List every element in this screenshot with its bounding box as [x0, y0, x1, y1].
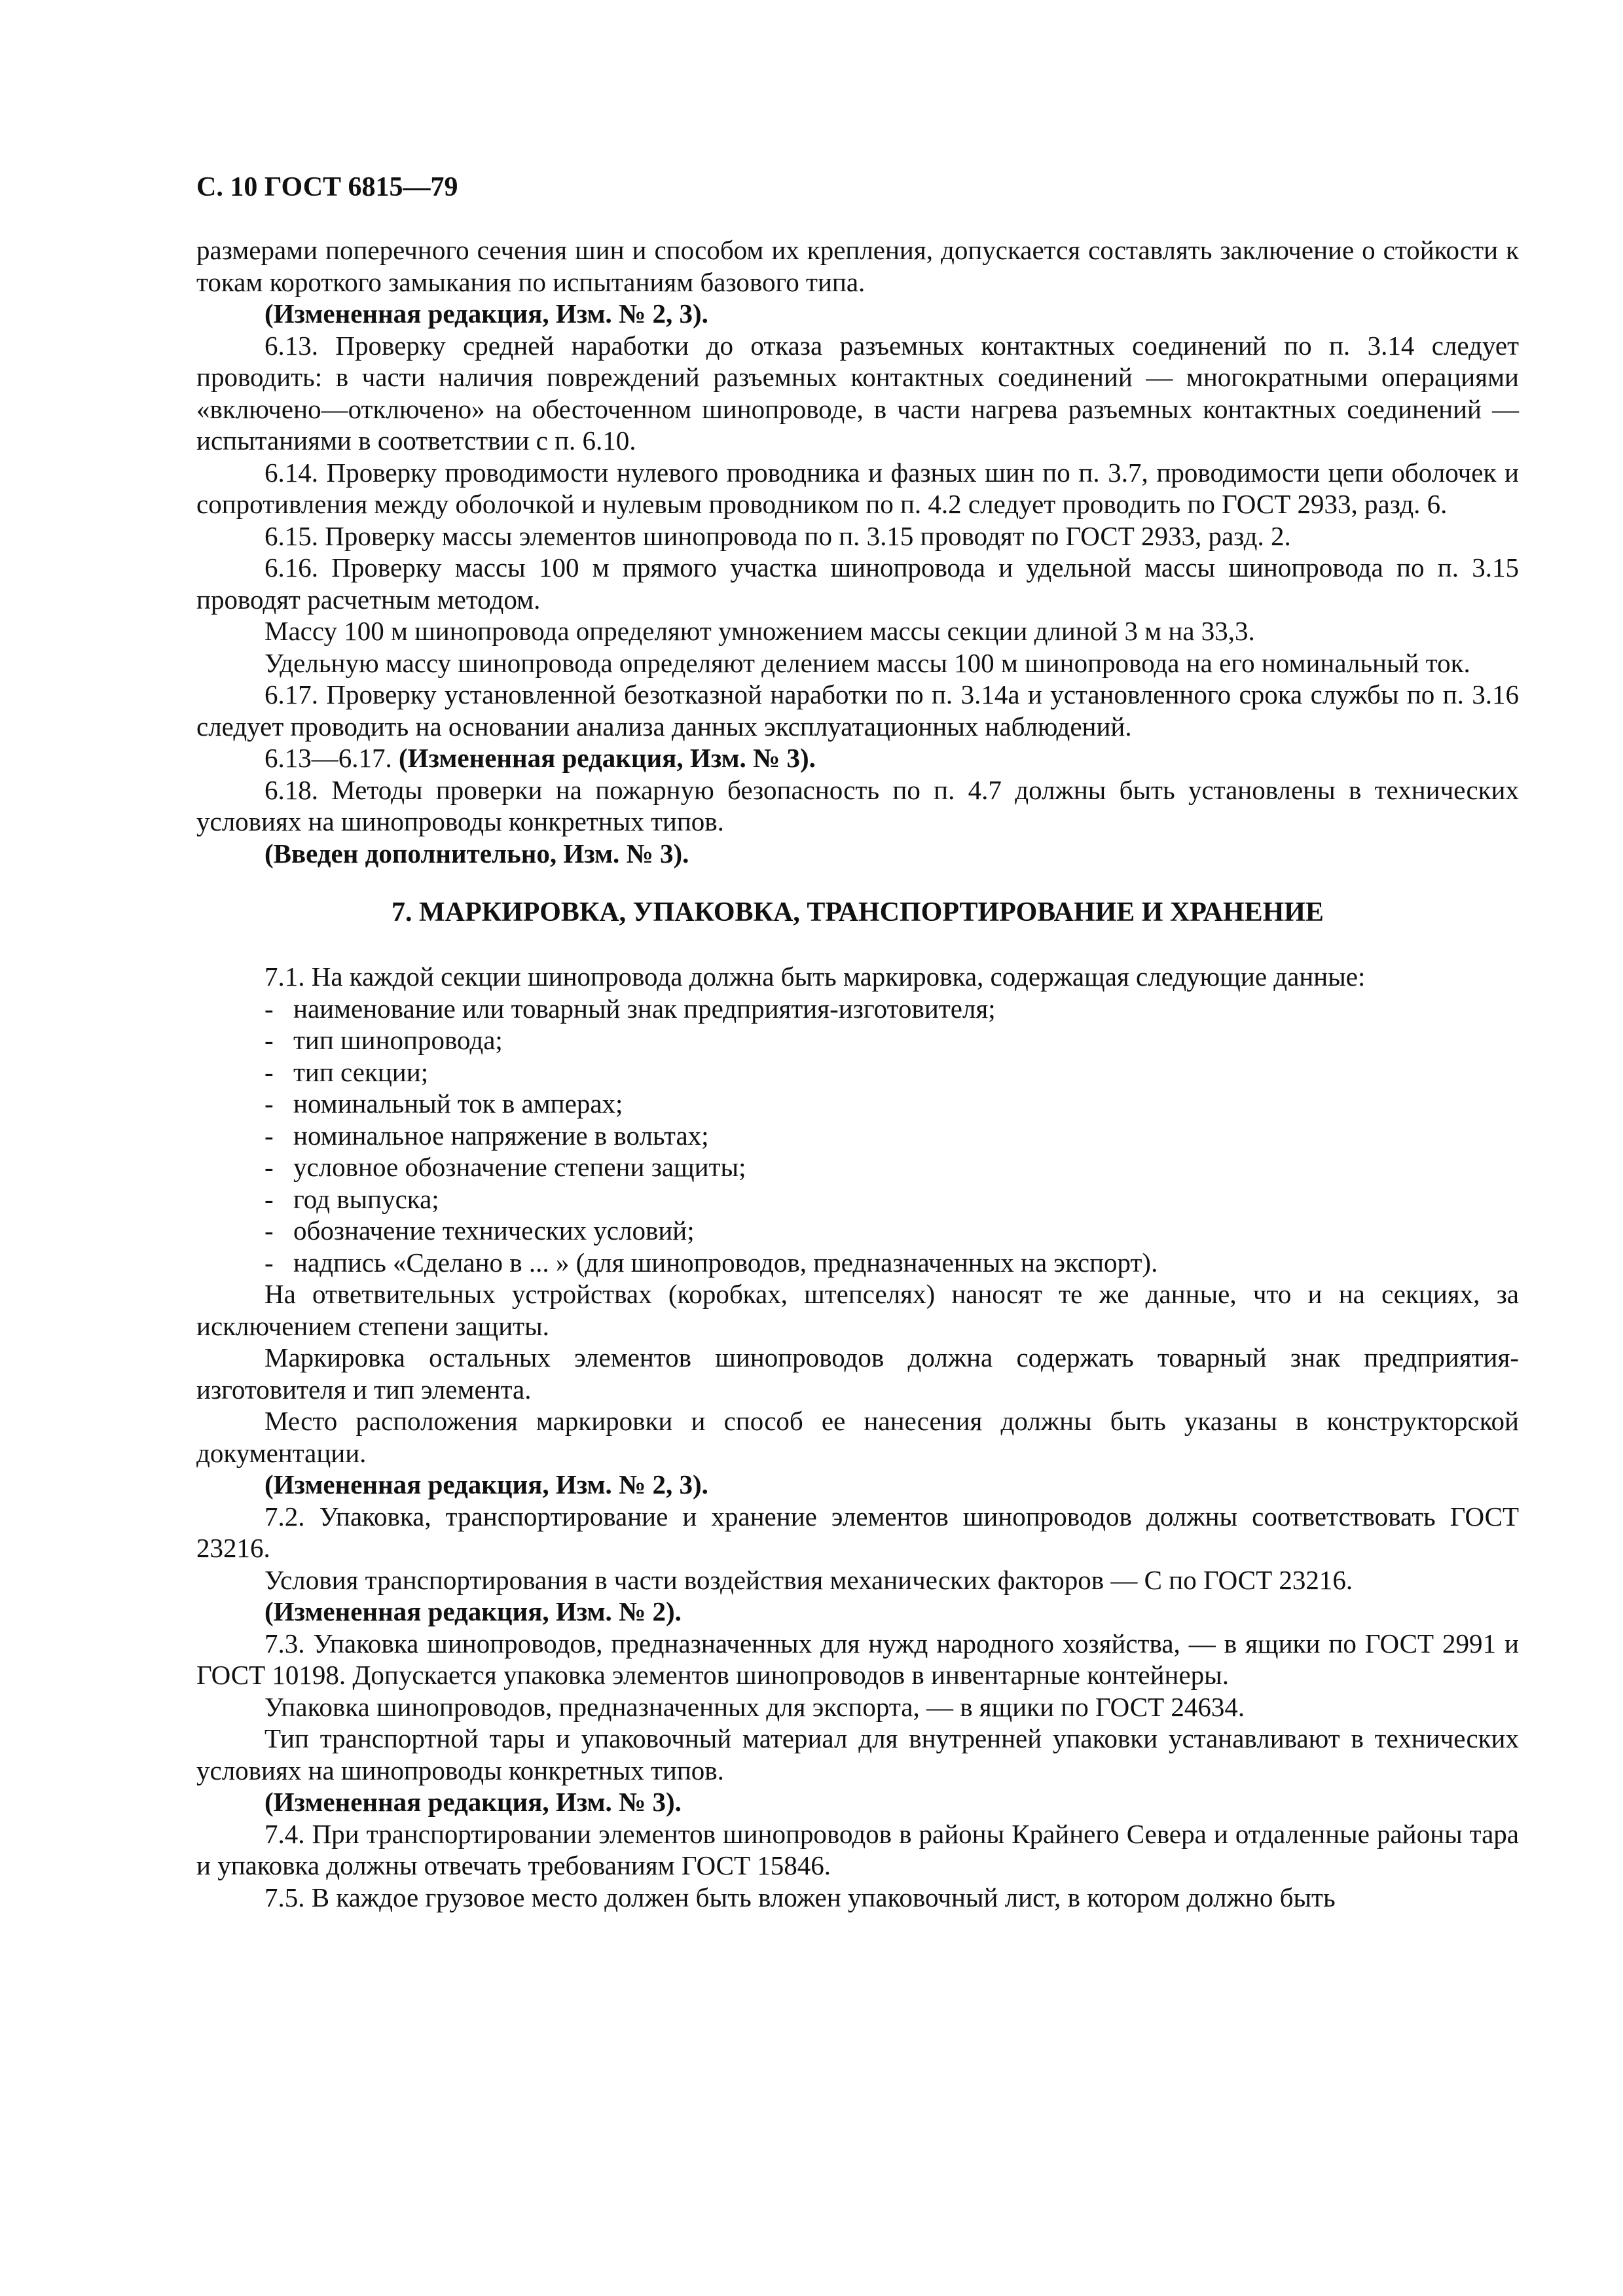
- section-7-title: 7. МАРКИРОВКА, УПАКОВКА, ТРАНСПОРТИРОВАНИЕ И ХРАНЕНИЕ: [392, 897, 1324, 927]
- section-6-paragraph: 6.16. Проверку массы 100 м прямого участка шинопровода и удельной массы шинопровода по п. 3.15 проводят расчетным методом.: [196, 552, 1519, 615]
- list-item: - условное обозначение степени защиты;: [264, 1152, 746, 1182]
- section-7-paragraph: Место расположения маркировки и способ ее нанесения должны быть указаны в конструкторской документации.: [196, 1406, 1519, 1468]
- section-7-paragraph: 7.2. Упаковка, транспортирование и хранение элементов шинопроводов должны соответствовать ГОСТ 23216.: [196, 1501, 1519, 1563]
- section-7-paragraph: Маркировка остальных элементов шинопроводов должна содержать товарный знак предприятия-изготовителя и тип элемента.: [196, 1342, 1519, 1405]
- amendment-note: (Измененная редакция, Изм. № 2).: [264, 1596, 682, 1626]
- section-6-paragraph: 6.15. Проверку массы элементов шинопровода по п. 3.15 проводят по ГОСТ 2933, разд. 2.: [264, 520, 1291, 551]
- dash-bullet: -: [264, 1056, 274, 1087]
- section-6-paragraph: размерами поперечного сечения шин и способом их крепления, допускается составлять заключение о стойкости к токам короткого замыкания по испытаниям базового типа.: [196, 235, 1519, 297]
- section-7-paragraph: На ответвительных устройствах (коробках, штепселях) наносят те же данные, что и на секциях, за исключением степени защиты.: [196, 1279, 1519, 1341]
- paragraph-7-1: 7.1. На каждой секции шинопровода должна быть маркировка, содержащая следующие данные:: [264, 961, 1366, 992]
- dash-bullet: -: [264, 1088, 274, 1119]
- page-header: С. 10 ГОСТ 6815—79: [196, 172, 458, 202]
- section-7-paragraph: Упаковка шинопроводов, предназначенных для экспорта, — в ящики по ГОСТ 24634.: [264, 1691, 1245, 1722]
- amendment-note: (Введен дополнительно, Изм. № 3).: [264, 838, 689, 869]
- dash-bullet: -: [264, 1247, 274, 1278]
- dash-bullet: -: [264, 1183, 274, 1214]
- section-6-paragraph: 6.14. Проверку проводимости нулевого проводника и фазных шин по п. 3.7, проводимости цепи оболочек и сопротивления между оболочкой и нулевым проводником по п. 4.2 следует проводить по ГОСТ 2933, разд. 6.: [196, 457, 1519, 519]
- amendment-note: (Измененная редакция, Изм. № 2, 3).: [264, 298, 708, 329]
- section-7-paragraph: 7.4. При транспортировании элементов шинопроводов в районы Крайнего Севера и отдаленные районы тара и упаковка должны отвечать требованиям ГОСТ 15846.: [196, 1818, 1519, 1880]
- list-item: - номинальный ток в амперах;: [264, 1088, 623, 1119]
- dash-bullet: -: [264, 1025, 274, 1055]
- list-item: - номинальное напряжение в вольтах;: [264, 1120, 709, 1151]
- section-6-paragraph: [196, 742, 1519, 774]
- list-item: - наименование или товарный знак предприятия-изготовителя;: [264, 993, 996, 1024]
- section-6-paragraph: 6.17. Проверку установленной безотказной наработки по п. 3.14а и установленного срока службы по п. 3.16 следует проводить на основании анализа данных эксплуатационных наблюдений.: [196, 679, 1519, 742]
- amendment-note: (Измененная редакция, Изм. № 3).: [399, 743, 816, 773]
- section-6-paragraph: Массу 100 м шинопровода определяют умножением массы секции длиной 3 м на 33,3.: [264, 616, 1255, 646]
- list-item: - год выпуска;: [264, 1183, 439, 1214]
- section-7-paragraph: 7.3. Упаковка шинопроводов, предназначенных для нужд народного хозяйства, — в ящики по ГОСТ 2991 и ГОСТ 10198. Допускается упаковка элементов шинопроводов в инвентарные контейнеры.: [196, 1628, 1519, 1690]
- section-7-paragraph: 7.5. В каждое грузовое место должен быть вложен упаковочный лист, в котором должно быть: [264, 1882, 1336, 1912]
- list-item: - обозначение технических условий;: [264, 1215, 695, 1246]
- amendment-note: (Измененная редакция, Изм. № 2, 3).: [264, 1469, 708, 1499]
- marking-list: [196, 993, 1519, 1279]
- list-item: - надпись «Сделано в ... » (для шинопроводов, предназначенных на экспорт).: [264, 1247, 1158, 1278]
- dash-bullet: -: [264, 1215, 274, 1246]
- section-7-text: [196, 1278, 1519, 1913]
- section-6-paragraph: 6.13. Проверку средней наработки до отказа разъемных контактных соединений по п. 3.14 следует проводить: в части наличия повреждений разъемных контактных соединений — многократными операциями «включено—отключено» на обесточенном шинопроводе, в части нагрева разъемных контактных соединений — испытаниями в соответствии с п. 6.10.: [196, 330, 1519, 456]
- section-7-paragraph: Условия транспортирования в части воздействия механических факторов — С по ГОСТ 23216.: [264, 1564, 1353, 1595]
- section-7-paragraph: Тип транспортной тары и упаковочный материал для внутренней упаковки устанавливают в технических условиях на шинопроводы конкретных типов.: [196, 1723, 1519, 1785]
- section-6-paragraph: Удельную массу шинопровода определяют делением массы 100 м шинопровода на его номинальный ток.: [264, 647, 1470, 678]
- list-item: - тип секции;: [264, 1056, 429, 1087]
- clause-range: 6.13—6.17.: [264, 743, 399, 773]
- amendment-note: (Измененная редакция, Изм. № 3).: [264, 1787, 682, 1817]
- dash-bullet: -: [264, 993, 274, 1024]
- dash-bullet: -: [264, 1152, 274, 1182]
- document-page: [196, 171, 1519, 1913]
- section-6-text: [196, 234, 1519, 869]
- section-6-paragraph: 6.18. Методы проверки на пожарную безопасность по п. 4.7 должны быть установлены в технических условиях на шинопроводы конкретных типов.: [196, 774, 1519, 836]
- list-item: - тип шинопровода;: [264, 1025, 503, 1055]
- dash-bullet: -: [264, 1120, 274, 1151]
